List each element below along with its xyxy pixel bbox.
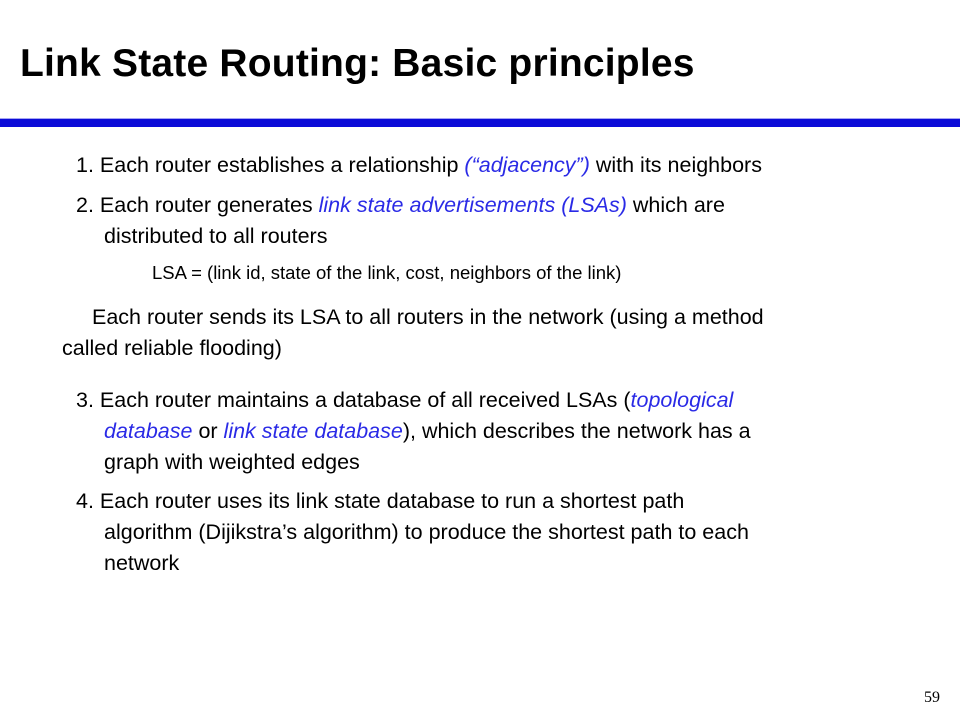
point-2-highlight: link state advertisements (LSAs) xyxy=(318,193,627,217)
slide-title: Link State Routing: Basic principles xyxy=(20,42,695,85)
point-1 xyxy=(76,150,762,181)
point-3-text-b: ), which describes the network has a xyxy=(402,419,751,443)
lsa-definition: LSA = (link id, state of the link, cost, neighbors of the link) xyxy=(152,262,622,283)
point-1-text-a: 1. Each router establishes a relationship xyxy=(76,153,465,177)
point-3-line-3: graph with weighted edges xyxy=(104,450,360,474)
point-2-line-2: distributed to all routers xyxy=(104,224,328,248)
point-4-line-3: network xyxy=(104,551,180,575)
point-2-text-b: which are xyxy=(626,193,725,217)
point-3-highlight-1: topological xyxy=(630,388,734,412)
title-divider xyxy=(0,118,960,127)
point-3-highlight-3: link state database xyxy=(223,419,403,443)
flooding-line-1: Each router sends its LSA to all routers in the network (using a method xyxy=(92,305,764,329)
point-4-line-1: 4. Each router uses its link state database to run a shortest path xyxy=(76,489,685,513)
flooding-line-2: called reliable flooding) xyxy=(62,336,282,360)
point-1-text-b: with its neighbors xyxy=(589,153,762,177)
point-3-line-2 xyxy=(104,416,751,447)
point-3-highlight-2: database xyxy=(104,419,193,443)
point-3-text-a: 3. Each router maintains a database of all received LSAs ( xyxy=(76,388,631,412)
point-1-highlight: (“adjacency”) xyxy=(464,153,590,177)
point-2 xyxy=(76,190,725,221)
point-3-text-mid: or xyxy=(192,419,224,443)
point-2-text-a: 2. Each router generates xyxy=(76,193,319,217)
page-number: 59 xyxy=(924,689,940,706)
point-3 xyxy=(76,385,733,416)
point-4-line-2: algorithm (Dijikstra’s algorithm) to produce the shortest path to each xyxy=(104,520,749,544)
